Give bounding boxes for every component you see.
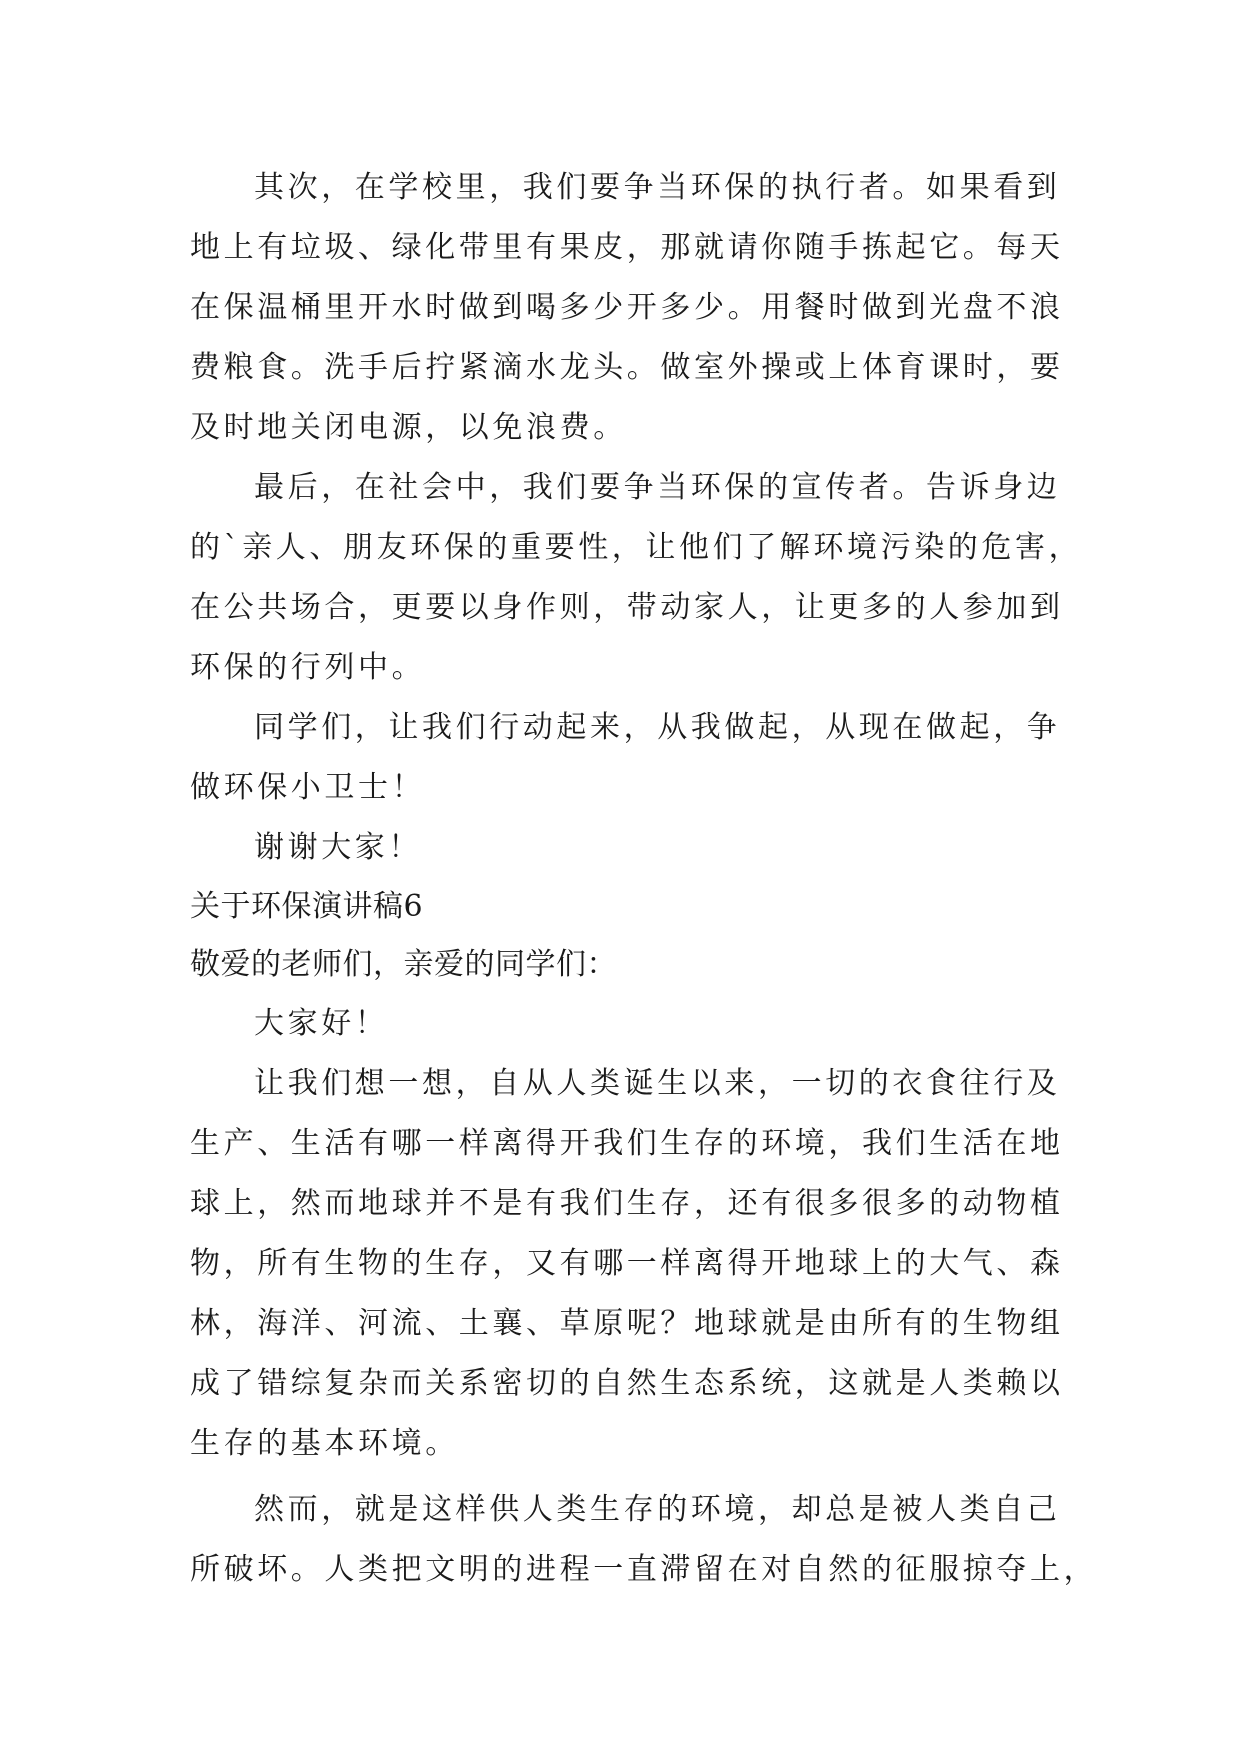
paragraph bbox=[190, 158, 1064, 458]
text-line: 所破坏。人类把文明的进程一直滞留在对自然的征服掠夺上， bbox=[190, 1552, 1098, 1587]
text-line: 地上有垃圾、绿化带里有果皮，那就请你随手拣起它。每天 bbox=[190, 230, 1064, 265]
text-line: 林，海洋、河流、土襄、草原呢？地球就是由所有的生物组 bbox=[190, 1306, 1064, 1341]
text-line: 在公共场合，更要以身作则，带动家人，让更多的人参加到 bbox=[190, 590, 1064, 625]
text-line: 生产、生活有哪一样离得开我们生存的环境，我们生活在地 bbox=[190, 1126, 1064, 1161]
text-line: 让我们想一想，自从人类诞生以来，一切的衣食往行及 bbox=[254, 1066, 1061, 1101]
greeting-text: 大家好！ bbox=[254, 1006, 389, 1041]
text-line: 生存的基本环境。 bbox=[190, 1426, 459, 1461]
text-line: 谢谢大家！ bbox=[254, 830, 422, 865]
text-line: 做环保小卫士！ bbox=[190, 770, 426, 805]
text-line: 球上，然而地球并不是有我们生存，还有很多很多的动物植 bbox=[190, 1186, 1064, 1221]
text-line: 其次，在学校里，我们要争当环保的执行者。如果看到 bbox=[254, 170, 1061, 205]
text-line: 环保的行列中。 bbox=[190, 650, 426, 685]
salutation-text: 敬爱的老师们，亲爱的同学们： bbox=[190, 947, 617, 982]
text-line: 及时地关闭电源，以免浪费。 bbox=[190, 410, 627, 445]
text-line: 成了错综复杂而关系密切的自然生态系统，这就是人类赖以 bbox=[190, 1366, 1064, 1401]
heading-text: 关于环保演讲稿6 bbox=[190, 889, 424, 924]
salutation bbox=[190, 936, 1050, 994]
section-heading bbox=[190, 878, 1050, 936]
text-line: 最后，在社会中，我们要争当环保的宣传者。告诉身边 bbox=[254, 470, 1061, 505]
paragraph bbox=[190, 698, 1061, 818]
document-body bbox=[190, 158, 1098, 1600]
text-line: 费粮食。洗手后拧紧滴水龙头。做室外操或上体育课时，要 bbox=[190, 350, 1064, 385]
paragraph bbox=[190, 1480, 1098, 1600]
text-line: 然而，就是这样供人类生存的环境，却总是被人类自己 bbox=[254, 1492, 1061, 1527]
greeting bbox=[190, 994, 1050, 1054]
text-line: 物，所有生物的生存，又有哪一样离得开地球上的大气、森 bbox=[190, 1246, 1064, 1281]
text-line: 的`亲人、朋友环保的重要性，让他们了解环境污染的危害， bbox=[190, 530, 1083, 565]
text-line: 在保温桶里开水时做到喝多少开多少。用餐时做到光盘不浪 bbox=[190, 290, 1064, 325]
text-line: 同学们，让我们行动起来，从我做起，从现在做起，争 bbox=[254, 710, 1061, 745]
paragraph bbox=[190, 1054, 1064, 1474]
closing-paragraph bbox=[190, 818, 1050, 878]
paragraph bbox=[190, 458, 1083, 698]
